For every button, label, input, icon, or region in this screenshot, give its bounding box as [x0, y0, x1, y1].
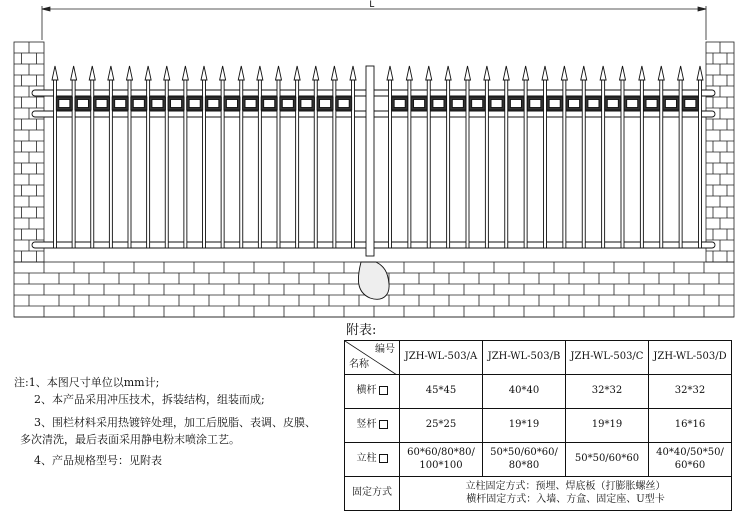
- cell: 40*40: [483, 375, 566, 409]
- cell: 50*50/60*60/ 80*80: [483, 443, 566, 477]
- attachment-title: 附表:: [346, 323, 377, 338]
- mount-methods: [400, 477, 732, 511]
- cell: 32*32: [566, 375, 649, 409]
- cell: 32*32: [649, 375, 732, 409]
- mount-label: 固定方式: [345, 477, 400, 511]
- note-4: 4、产品规格型号：见附表: [34, 454, 162, 468]
- spec-table: [344, 340, 732, 511]
- mount-line-rail: 横杆固定方式：入墙、方盒、固定座、U型卡: [466, 493, 665, 505]
- square-icon: [379, 420, 388, 429]
- cell: 50*50/60*60: [566, 443, 649, 477]
- row-name-rail: 横杆: [345, 375, 400, 409]
- corner-bottom: 名称: [349, 358, 369, 370]
- note-lead: 注:: [14, 376, 29, 389]
- model-b: JZH-WL-503/B: [483, 341, 566, 375]
- cell: 16*16: [649, 409, 732, 443]
- cell: 40*40/50*50/ 60*60: [649, 443, 732, 477]
- note-1: 注:1、本图尺寸单位以mm计;: [14, 376, 160, 389]
- fence-panels: [32, 66, 715, 299]
- cell: 45*45: [400, 375, 483, 409]
- mount-line-post: 立柱固定方式：预埋、焊底板（打膨胀螺丝）: [465, 481, 666, 492]
- note-3: 3、围栏材料采用热镀锌处理，加工后脱脂、表调、皮膜、: [34, 416, 316, 430]
- row-name-picket: 竖杆: [345, 409, 400, 443]
- model-d: JZH-WL-503/D: [649, 341, 732, 375]
- row-name-post: 立柱: [345, 443, 400, 477]
- corner-top: 编号: [375, 344, 395, 355]
- square-icon: [379, 386, 388, 395]
- dimension-label: L: [369, 0, 375, 9]
- cell: 25*25: [400, 409, 483, 443]
- note-3-cont: 多次清洗，最后表面采用静电粉末喷涂工艺。: [20, 433, 240, 447]
- cell: 19*19: [483, 409, 566, 443]
- dimension-line: [42, 6, 706, 40]
- model-c: JZH-WL-503/C: [566, 341, 649, 375]
- notes: [14, 374, 344, 469]
- note-2: 2、本产品采用冲压技术，拆装结构，组装而成;: [34, 393, 265, 407]
- cell: 19*19: [566, 409, 649, 443]
- model-a: JZH-WL-503/A: [400, 341, 483, 375]
- cell: 60*60/80*80/ 100*100: [400, 443, 483, 477]
- square-icon: [379, 454, 388, 463]
- corner-header: [345, 341, 400, 375]
